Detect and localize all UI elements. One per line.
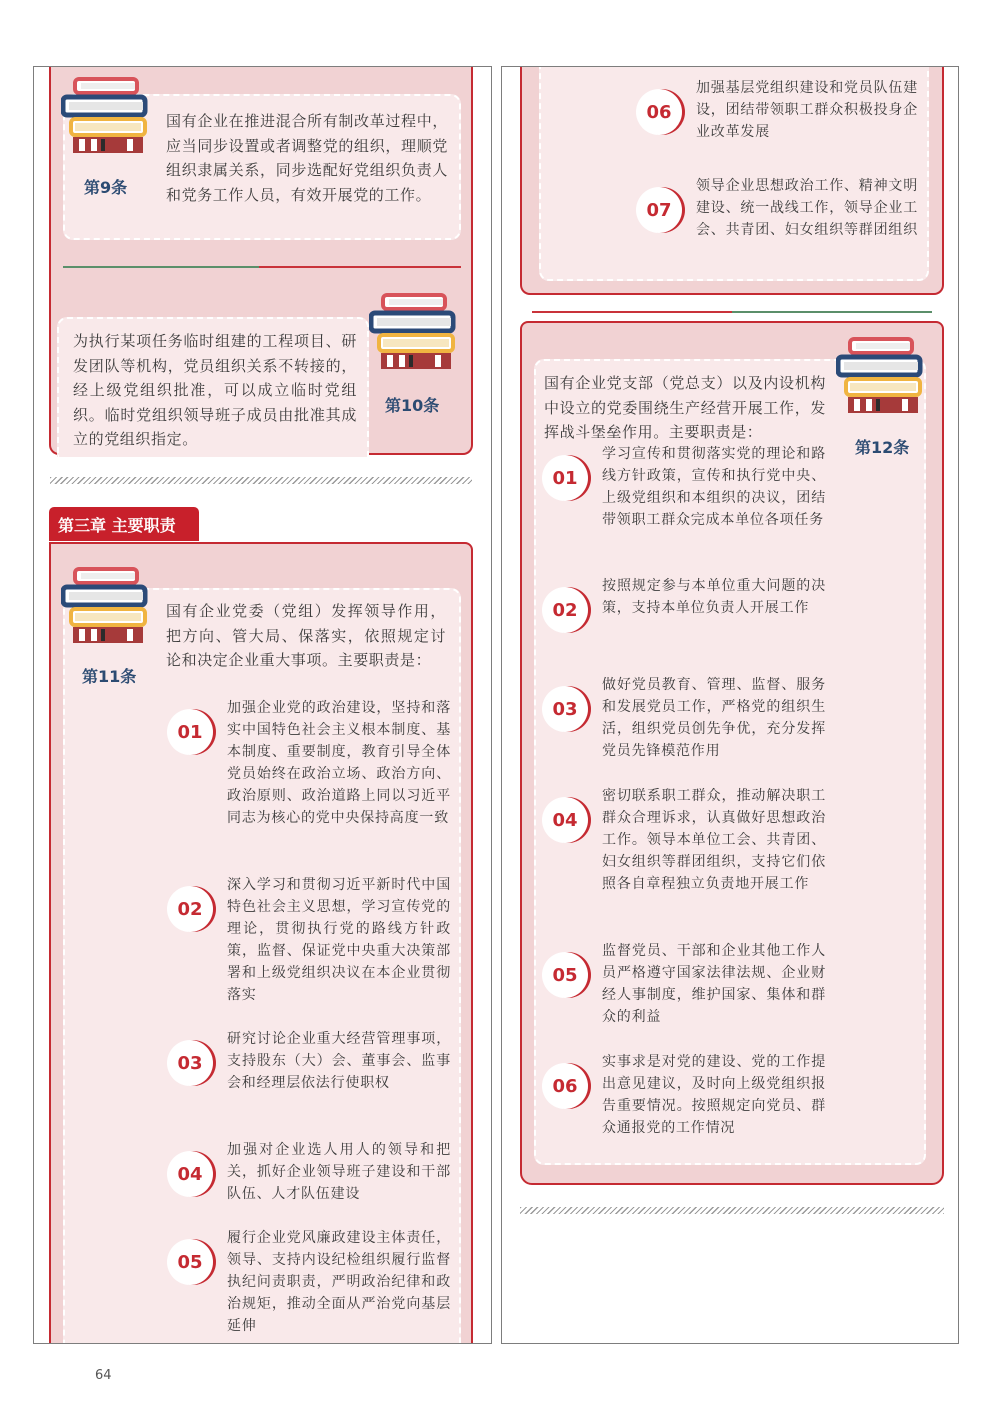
- item-text: 密切联系职工群众，推动解决职工群众合理诉求，认真做好思想政治工作。领导本单位工会、共青团、妇女组织等群团组织，支持它们依照各自章程独立负责地开展工作: [602, 788, 826, 892]
- article-10-text: 为执行某项任务临时组建的工程项目、研发团队等机构，党员组织关系不转接的，经上级党组织批准，可以成立临时党组织。临时党组织领导班子成员由批准其成立的党组织指定。: [73, 332, 357, 448]
- item-number: 02: [542, 587, 588, 633]
- article-10-label: 第10条: [385, 396, 440, 415]
- books-icon: [836, 335, 926, 425]
- item-number: 04: [542, 797, 588, 843]
- hatch-divider: [50, 477, 472, 484]
- item-text: 加强对企业选人用人的领导和把关，抓好企业领导班子建设和干部队伍、人才队伍建设: [227, 1142, 451, 1202]
- article-9-text: 国有企业在推进混合所有制改革过程中，应当同步设置或者调整党的组织，理顺党组织隶属关系，同步选配好党组织负责人和党务工作人员，有效开展党的工作。: [166, 112, 448, 204]
- article-11-intro: 国有企业党委（党组）发挥领导作用，把方向、管大局、保落实，依照规定讨论和决定企业重大事项。主要职责是：: [166, 602, 446, 669]
- chapter-title: 第三章 主要职责: [49, 507, 199, 541]
- article-12-label: 第12条: [855, 438, 910, 457]
- item-number: 03: [167, 1040, 213, 1086]
- item-number: 02: [167, 886, 213, 932]
- divider-green: [732, 311, 932, 313]
- left-column: [33, 66, 492, 1344]
- page-number: 64: [95, 1368, 112, 1383]
- article-11-label: 第11条: [82, 667, 137, 686]
- hatch-divider: [520, 1207, 944, 1214]
- item-text: 加强企业党的政治建设，坚持和落实中国特色社会主义根本制度、基本制度、重要制度，教育引导全体党员始终在政治立场、政治方向、政治原则、政治道路上同以习近平同志为核心的党中央保持高度一致: [227, 700, 451, 826]
- item-text: 监督党员、干部和企业其他工作人员严格遵守国家法律法规、企业财经人事制度，维护国家、集体和群众的利益: [602, 943, 826, 1025]
- item-number: 05: [167, 1239, 213, 1285]
- item-number: 01: [167, 709, 213, 755]
- item-text: 加强基层党组织建设和党员队伍建设，团结带领职工群众积极投身企业改革发展: [696, 80, 918, 140]
- item-text: 学习宣传和贯彻落实党的理论和路线方针政策，宣传和执行党中央、上级党组织和本组织的决议，团结带领职工群众完成本单位各项任务: [602, 446, 826, 528]
- books-icon: [61, 565, 151, 655]
- books-icon: [369, 291, 459, 381]
- item-text: 研究讨论企业重大经营管理事项，支持股东（大）会、董事会、监事会和经理层依法行使职权: [227, 1031, 451, 1091]
- item-text: 履行企业党风廉政建设主体责任，领导、支持内设纪检组织履行监督执纪问责职责，严明政治纪律和政治规矩，推动全面从严治党向基层延伸: [227, 1230, 451, 1334]
- item-text: 实事求是对党的建设、党的工作提出意见建议，及时向上级党组织报告重要情况。按照规定向党员、群众通报党的工作情况: [602, 1054, 826, 1136]
- divider-green: [63, 266, 259, 268]
- item-number: 03: [542, 686, 588, 732]
- item-number: 06: [636, 89, 682, 135]
- item-text: 做好党员教育、管理、监督、服务和发展党员工作，严格党的组织生活，组织党员创先争优，充分发挥党员先锋模范作用: [602, 677, 826, 759]
- item-number: 05: [542, 952, 588, 998]
- books-icon: [61, 75, 151, 165]
- item-number: 01: [542, 455, 588, 501]
- article-9-label: 第9条: [84, 178, 128, 197]
- item-number: 06: [542, 1063, 588, 1109]
- item-text: 按照规定参与本单位重大问题的决策，支持本单位负责人开展工作: [602, 578, 826, 616]
- right-column: [501, 66, 959, 1344]
- item-number: 04: [167, 1151, 213, 1197]
- item-text: 领导企业思想政治工作、精神文明建设、统一战线工作，领导企业工会、共青团、妇女组织等群团组织: [696, 178, 918, 238]
- item-text: 深入学习和贯彻习近平新时代中国特色社会主义思想，学习宣传党的理论，贯彻执行党的路线方针政策，监督、保证党中央重大决策部署和上级党组织决议在本企业贯彻落实: [227, 877, 451, 1003]
- item-number: 07: [636, 187, 682, 233]
- divider-red: [259, 266, 461, 268]
- divider-red: [532, 311, 732, 313]
- article-12-intro: 国有企业党支部（党总支）以及内设机构中设立的党委围绕生产经营开展工作，发挥战斗堡垒作用。主要职责是：: [544, 374, 826, 441]
